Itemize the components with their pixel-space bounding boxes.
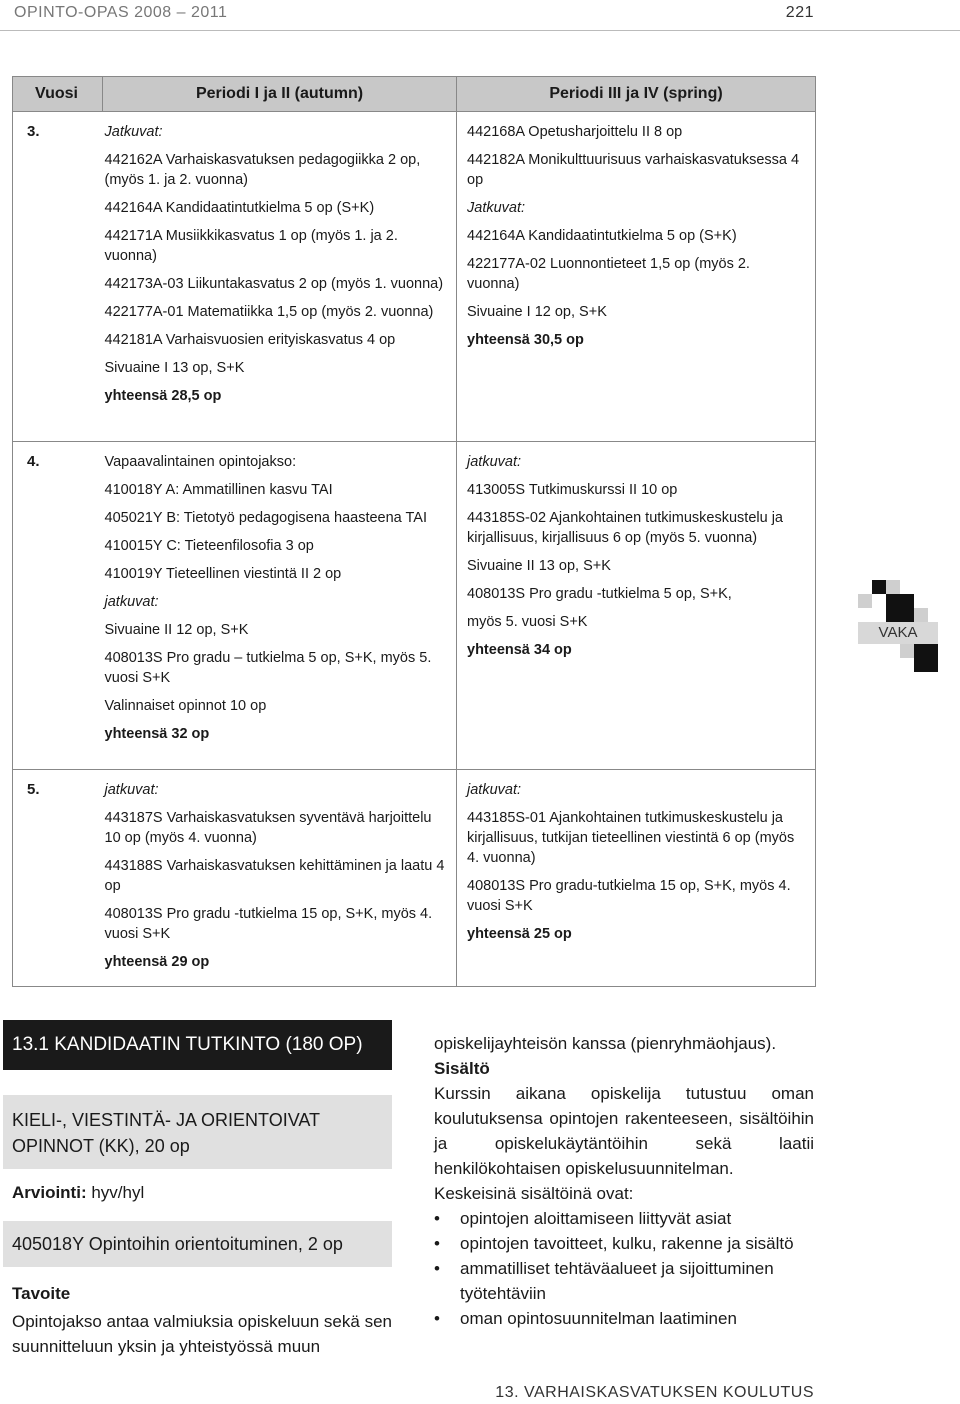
header-period-1-2: Periodi I ja II (autumn) <box>103 77 457 112</box>
course-entry: 442171A Musiikkikasvatus 1 op (myös 1. ja 2. vuonna) <box>104 228 398 264</box>
course-entry: 408013S Pro gradu -tutkielma 15 op, S+K, myös 4. vuosi S+K <box>104 906 433 942</box>
continuing-label: jatkuvat: <box>467 782 521 798</box>
period-1-2-cell <box>103 770 457 987</box>
total-credits: yhteensä 28,5 op <box>104 388 222 404</box>
content-text: Kurssin aikana opiskelija tutustuu oman koulutuksensa opintojen rakenteeseen, sisältöihin ja opiskelukäytäntöihin sekä laatii henkilökohtaisen opiskelusuunnitelman. <box>434 1084 814 1178</box>
list-item <box>434 1206 814 1231</box>
list-item-text: opintojen tavoitteet, kulku, rakenne ja sisältö <box>460 1234 794 1253</box>
study-plan-table <box>12 76 816 987</box>
year-cell: 4. <box>13 442 103 770</box>
decor-square <box>886 580 900 594</box>
total-credits: yhteensä 25 op <box>467 926 572 942</box>
guide-title: OPINTO-OPAS 2008 – 2011 <box>14 4 228 21</box>
course-entry: Vapaavalintainen opintojakso: <box>104 454 297 470</box>
course-title-box: 405018Y Opintoihin orientoituminen, 2 op <box>3 1221 392 1267</box>
footer-section-title: 13. VARHAISKASVATUKSEN KOULUTUS <box>495 1384 814 1401</box>
bullet-icon: • <box>434 1259 440 1278</box>
course-entry: 408013S Pro gradu-tutkielma 15 op, S+K, myös 4. vuosi S+K <box>467 878 791 914</box>
course-description <box>434 1031 814 1331</box>
kk-heading-box <box>3 1095 392 1169</box>
goal-heading: Tavoite <box>12 1284 71 1303</box>
course-entry: 443188S Varhaiskasvatuksen kehittäminen ja laatu 4 op <box>104 858 445 894</box>
period-3-4-cell <box>457 442 816 770</box>
total-credits: yhteensä 34 op <box>467 642 572 658</box>
period-1-2-cell <box>103 112 457 442</box>
bullet-icon: • <box>434 1209 440 1228</box>
course-entry: 443185S-01 Ajankohtainen tutkimuskeskustelu ja kirjallisuus, tutkijan tieteellinen viestintä 6 op (myös 4. vuonna) <box>467 810 795 866</box>
total-credits: yhteensä 29 op <box>104 954 210 970</box>
total-credits: yhteensä 32 op <box>104 726 210 742</box>
key-contents-list <box>434 1206 814 1331</box>
list-item <box>434 1256 814 1306</box>
course-entry: 422177A-02 Luonnontieteet 1,5 op (myös 2. vuonna) <box>467 256 750 292</box>
continuing-label: jatkuvat: <box>467 454 521 470</box>
course-entry: Sivuaine I 13 op, S+K <box>104 360 245 376</box>
list-item-text: ammatilliset tehtäväalueet ja sijoittuminen työtehtäviin <box>460 1259 774 1303</box>
side-tab-label: VAKA <box>858 622 938 644</box>
table-header-row <box>13 77 816 112</box>
goal-continuation: opiskelijayhteisön kanssa (pienryhmäohjaus). <box>434 1034 777 1053</box>
decor-square <box>914 608 928 622</box>
year-cell: 3. <box>13 112 103 442</box>
decor-square <box>900 644 914 658</box>
total-credits: yhteensä 30,5 op <box>467 332 584 348</box>
table-row <box>13 442 816 770</box>
kk-heading-line2: OPINNOT (KK), 20 op <box>12 1136 190 1156</box>
header-year: Vuosi <box>13 77 103 112</box>
course-entry: Sivuaine I 12 op, S+K <box>467 304 607 320</box>
course-entry: 442164A Kandidaatintutkielma 5 op (S+K) <box>104 200 375 216</box>
course-entry: 410018Y A: Ammatillinen kasvu TAI <box>104 482 333 498</box>
course-entry: 405021Y B: Tietotyö pedagogisena haasteena TAI <box>104 510 427 526</box>
course-entry: 442164A Kandidaatintutkielma 5 op (S+K) <box>467 228 737 244</box>
course-entry: 442182A Monikulttuurisuus varhaiskasvatuksessa 4 op <box>467 152 800 188</box>
course-entry: 442162A Varhaiskasvatuksen pedagogiikka 2 op, (myös 1. ja 2. vuonna) <box>104 152 421 188</box>
course-entry: 442181A Varhaisvuosien erityiskasvatus 4 op <box>104 332 396 348</box>
content-heading: Sisältö <box>434 1059 490 1078</box>
course-entry: Valinnaiset opinnot 10 op <box>104 698 267 714</box>
list-item <box>434 1306 814 1331</box>
decor-square <box>858 594 872 608</box>
continuing-label: jatkuvat: <box>104 782 159 798</box>
page-number: 221 <box>785 4 814 21</box>
course-entry: 413005S Tutkimuskurssi II 10 op <box>467 482 678 498</box>
course-entry: 410019Y Tieteellinen viestintä II 2 op <box>104 566 342 582</box>
header-rule <box>0 30 960 31</box>
decor-square <box>914 644 938 672</box>
continuing-label: jatkuvat: <box>104 594 159 610</box>
key-contents-intro: Keskeisinä sisältöinä ovat: <box>434 1184 634 1203</box>
decor-square <box>872 580 886 594</box>
bullet-icon: • <box>434 1234 440 1253</box>
period-3-4-cell <box>457 112 816 442</box>
assessment-line <box>12 1183 144 1203</box>
list-item-text: oman opintosuunnitelman laatiminen <box>460 1309 737 1328</box>
assessment-label: Arviointi: <box>12 1183 87 1202</box>
assessment-value: hyv/hyl <box>91 1183 145 1202</box>
side-tab-vaka <box>858 580 938 672</box>
bullet-icon: • <box>434 1309 440 1328</box>
continuing-label: Jatkuvat: <box>467 200 526 216</box>
course-entry: 442173A-03 Liikuntakasvatus 2 op (myös 1. vuonna) <box>104 276 444 292</box>
course-entry: 408013S Pro gradu – tutkielma 5 op, S+K, myös 5. vuosi S+K <box>104 650 432 686</box>
list-item <box>434 1231 814 1256</box>
kk-heading-line1: KIELI-, VIESTINTÄ- JA ORIENTOIVAT <box>12 1110 321 1130</box>
decor-square <box>886 594 914 622</box>
course-entry: 443187S Varhaiskasvatuksen syventävä harjoittelu 10 op (myös 4. vuonna) <box>104 810 432 846</box>
course-entry: Sivuaine II 12 op, S+K <box>104 622 249 638</box>
course-entry: Sivuaine II 13 op, S+K <box>467 558 611 574</box>
continuing-label: Jatkuvat: <box>104 124 163 140</box>
table-row <box>13 770 816 987</box>
course-entry: 410015Y C: Tieteenfilosofia 3 op <box>104 538 314 554</box>
goal-text: Opintojakso antaa valmiuksia opiskeluun sekä sen suunnitteluun yksin ja yhteistyössä muun <box>12 1312 392 1356</box>
running-head <box>0 0 960 30</box>
year-cell: 5. <box>13 770 103 987</box>
course-entry: 408013S Pro gradu -tutkielma 5 op, S+K, <box>467 586 732 602</box>
course-entry: myös 5. vuosi S+K <box>467 614 588 630</box>
course-entry: 422177A-01 Matematiikka 1,5 op (myös 2. vuonna) <box>104 304 434 320</box>
list-item-text: opintojen aloittamiseen liittyvät asiat <box>460 1209 732 1228</box>
course-entry: 442168A Opetusharjoittelu II 8 op <box>467 124 683 140</box>
course-entry: 443185S-02 Ajankohtainen tutkimuskeskustelu ja kirjallisuus, kirjallisuus 6 op (myös 5. vuonna) <box>467 510 783 546</box>
period-3-4-cell <box>457 770 816 987</box>
header-period-3-4: Periodi III ja IV (spring) <box>457 77 816 112</box>
period-1-2-cell <box>103 442 457 770</box>
table-row <box>13 112 816 442</box>
section-banner: 13.1 KANDIDAATIN TUTKINTO (180 OP) <box>3 1020 392 1070</box>
